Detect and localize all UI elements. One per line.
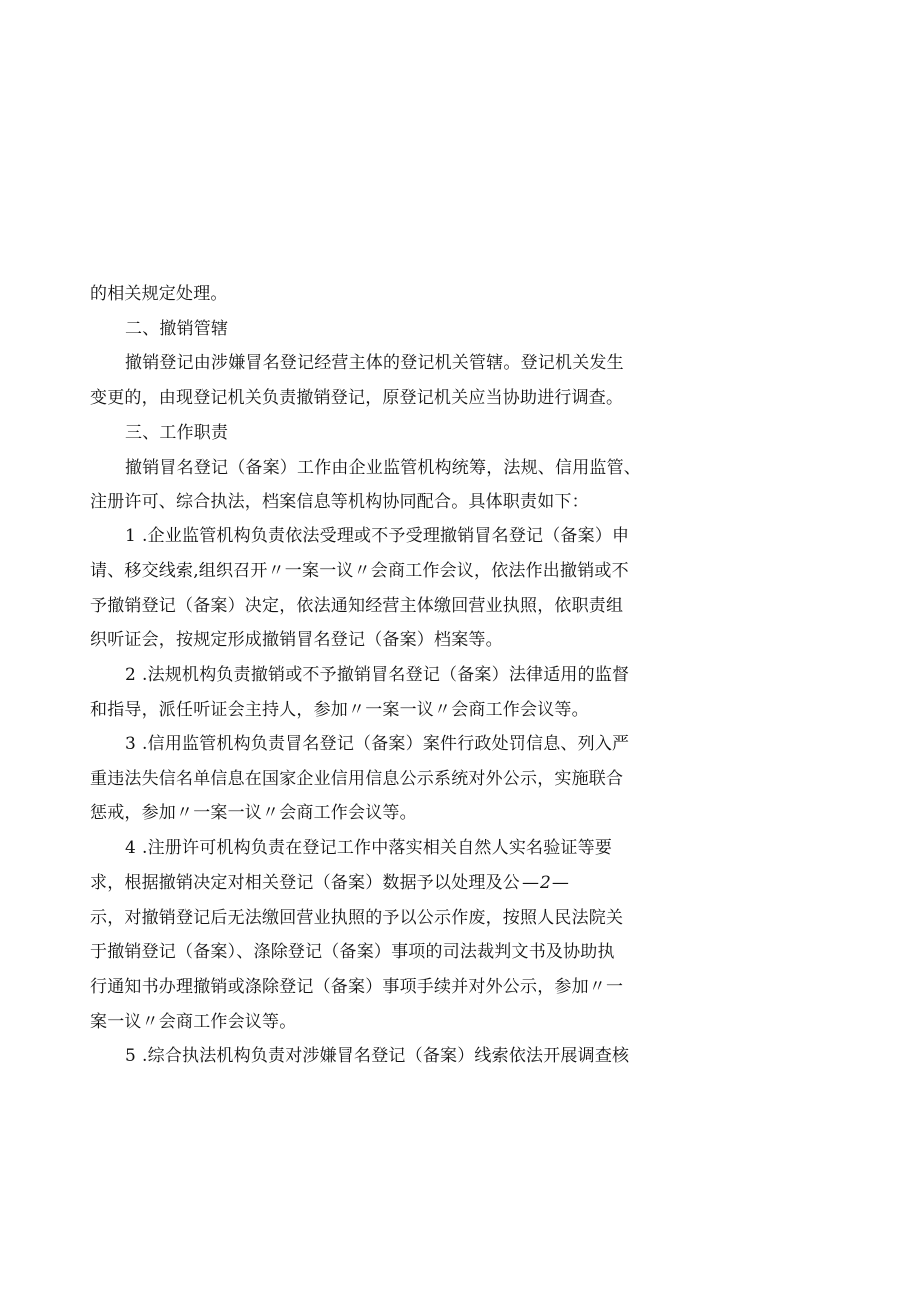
list-item-3: [125, 734, 629, 754]
list-number: 5: [125, 1046, 137, 1066]
text-line: 于撤销登记（备案）、涤除登记（备案）事项的司法裁判文书及协助执: [90, 942, 615, 962]
text-line: 案一议〃会商工作会议等。: [90, 1012, 297, 1032]
list-item-text: .注册许可机构负责在登记工作中落实相关自然人实名验证等要: [142, 838, 613, 858]
list-item-1: [125, 526, 629, 546]
text-line: 请、移交线索,组织召开〃一案一议〃会商工作会议，依法作出撤销或不: [90, 561, 629, 581]
section-heading: 二、撤销管辖: [125, 319, 229, 339]
list-item-5: [125, 1046, 629, 1066]
list-item-text: .法规机构负责撤销或不予撤销冒名登记（备案）法律适用的监督: [142, 665, 630, 685]
list-item-text: .企业监管机构负责依法受理或不予受理撤销冒名登记（备案）申: [142, 526, 630, 546]
text-line: 的相关规定处理。: [90, 284, 228, 304]
text-line: [90, 873, 570, 893]
text-line: 织听证会，按规定形成撤销冒名登记（备案）档案等。: [90, 630, 503, 650]
text-line: 重违法失信名单信息在国家企业信用信息公示系统对外公示，实施联合: [90, 769, 624, 789]
text-line: 撤销冒名登记（备案）工作由企业监管机构统筹，法规、信用监管、: [125, 458, 641, 478]
text-line: 撤销登记由涉嫌冒名登记经营主体的登记机关管辖。登记机关发生: [125, 353, 624, 373]
text-line: 予撤销登记（备案）决定，依法通知经营主体缴回营业执照，依职责组: [90, 596, 624, 616]
list-number: 1: [125, 526, 137, 546]
page-number: —2—: [522, 873, 570, 893]
text-line: 惩戒，参加〃一案一议〃会商工作会议等。: [90, 803, 417, 823]
text-fragment: 求，根据撤销决定对相关登记（备案）数据予以处理及公: [90, 873, 520, 893]
list-number: 4: [125, 838, 137, 858]
text-line: 变更的，由现登记机关负责撤销登记，原登记机关应当协助进行调查。: [90, 388, 624, 408]
list-number: 3: [125, 734, 137, 754]
text-line: 注册许可、综合执法，档案信息等机构协同配合。具体职责如下：: [90, 492, 589, 512]
text-line: 行通知书办理撤销或涤除登记（备案）事项手续并对外公示，参加〃一: [90, 977, 624, 997]
list-item-text: .综合执法机构负责对涉嫌冒名登记（备案）线索依法开展调查核: [142, 1046, 630, 1066]
text-line: 示，对撤销登记后无法缴回营业执照的予以公示作废，按照人民法院关: [90, 908, 624, 928]
list-item-text: .信用监管机构负责冒名登记（备案）案件行政处罚信息、列入严: [142, 734, 630, 754]
text-line: 和指导，派任听证会主持人，参加〃一案一议〃会商工作会议等。: [90, 700, 589, 720]
list-item-4: [125, 838, 612, 858]
section-heading: 三、工作职责: [125, 423, 229, 443]
list-number: 2: [125, 665, 137, 685]
list-item-2: [125, 665, 629, 685]
